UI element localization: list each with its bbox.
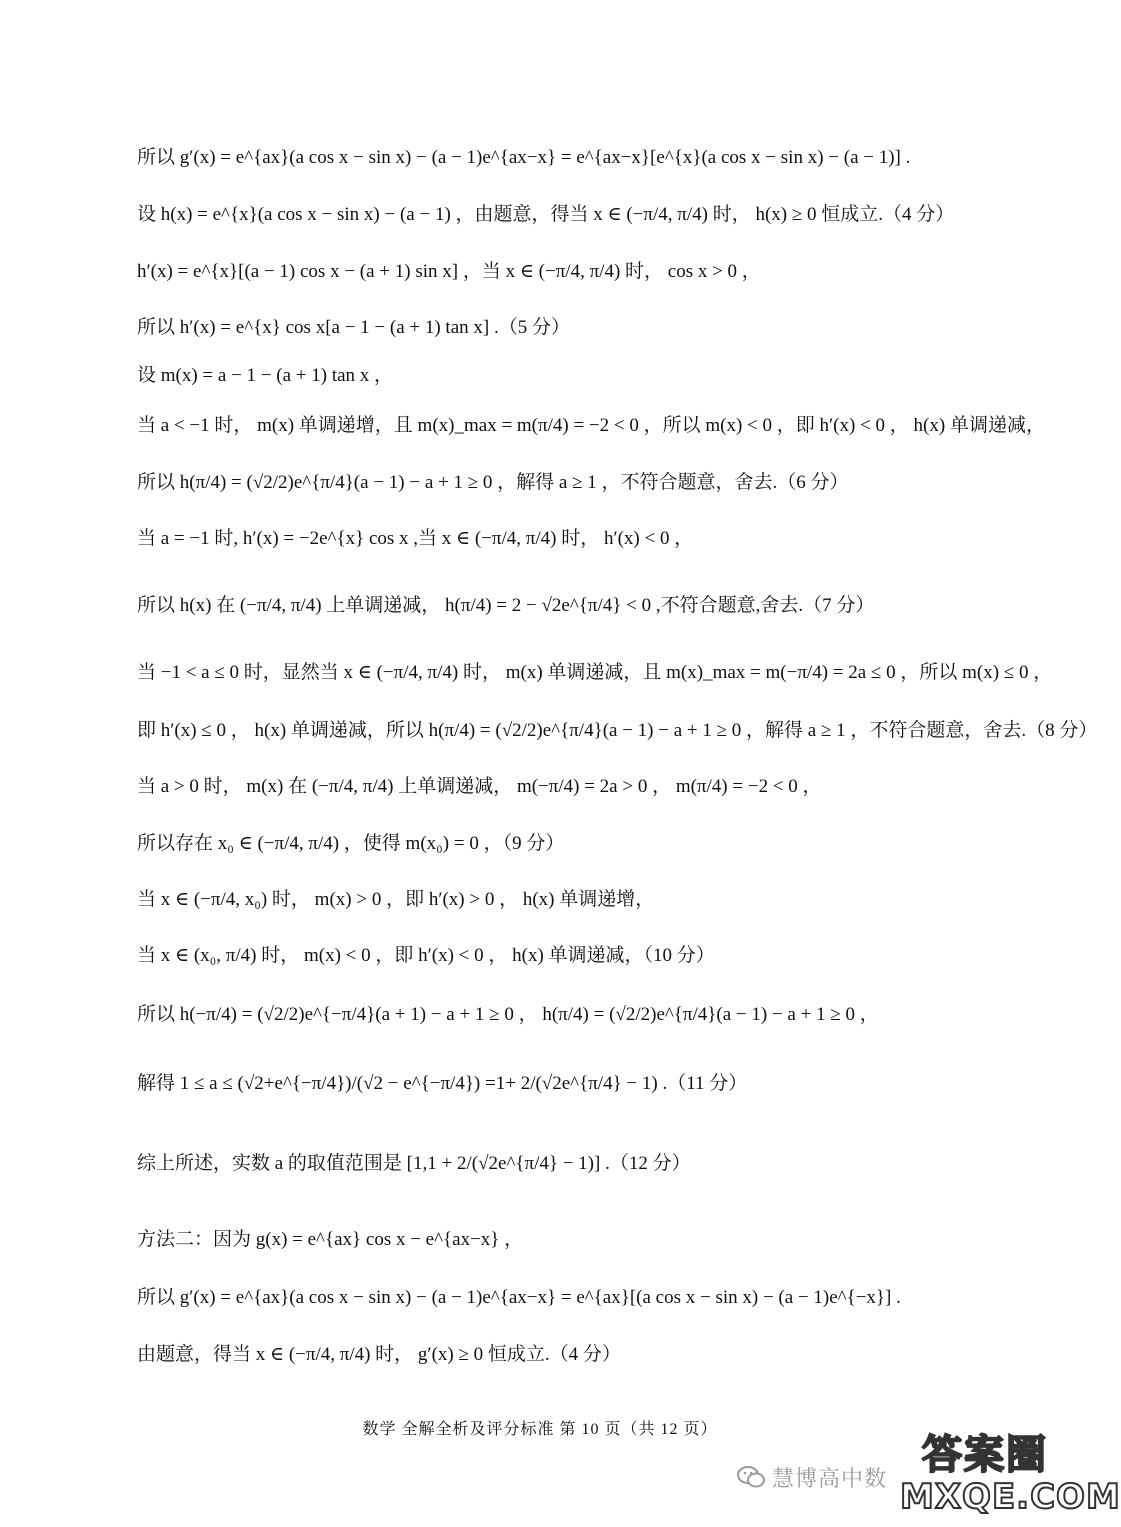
solution-line: 方法二：因为 g(x) = e^{ax} cos x − e^{ax−x} ， — [137, 1229, 524, 1250]
logo-bottom-text: MXQE.COM — [900, 1477, 1121, 1517]
site-logo — [900, 1432, 1121, 1520]
solution-line: 所以 g′(x) = e^{ax}(a cos x − sin x) − (a − 1)e^{ax−x} = e^{ax−x}[e^{x}(a cos x − sin x) − (a − 1)] . — [137, 147, 911, 168]
wechat-icon — [736, 1464, 766, 1490]
solution-line: 当 x ∈ (−π/4, x₀) 时， m(x) > 0 ，即 h′(x) > 0 ， h(x) 单调递增， — [137, 889, 655, 910]
solution-line: 所以 h′(x) = e^{x} cos x[a − 1 − (a + 1) tan x] .（5 分） — [137, 317, 570, 338]
watermark-account: 慧博高中数 — [772, 1466, 888, 1492]
solution-line: 当 x ∈ (x₀, π/4) 时， m(x) < 0 ，即 h′(x) < 0 ， h(x) 单调递减，（10 分） — [137, 945, 715, 966]
solution-line: 设 m(x) = a − 1 − (a + 1) tan x ， — [137, 365, 394, 386]
solution-line: 由题意，得当 x ∈ (−π/4, π/4) 时， g′(x) ≥ 0 恒成立.（4 分） — [137, 1344, 621, 1365]
solution-line: 设 h(x) = e^{x}(a cos x − sin x) − (a − 1) ，由题意，得当 x ∈ (−π/4, π/4) 时， h(x) ≥ 0 恒成立.（4 分） — [137, 204, 955, 225]
solution-line: 当 a = −1 时, h′(x) = −2e^{x} cos x ,当 x ∈ (−π/4, π/4) 时， h′(x) < 0 ， — [137, 528, 694, 549]
solution-line: 当 −1 < a ≤ 0 时，显然当 x ∈ (−π/4, π/4) 时， m(x) 单调递减，且 m(x)_max = m(−π/4) = 2a ≤ 0 ，所以 m(x) ≤ 0 ， — [137, 662, 1053, 683]
solution-line: 所以存在 x₀ ∈ (−π/4, π/4) ，使得 m(x₀) = 0 ，（9 分） — [137, 833, 565, 854]
solution-line: 所以 g′(x) = e^{ax}(a cos x − sin x) − (a − 1)e^{ax−x} = e^{ax}[(a cos x − sin x) − (a − 1)e^{−x}] . — [137, 1287, 901, 1308]
logo-top-text: 答案圈 — [922, 1432, 1048, 1478]
watermark — [736, 1432, 1121, 1522]
solution-line: 解得 1 ≤ a ≤ (√2+e^{−π/4})/(√2 − e^{−π/4}) =1+ 2/(√2e^{π/4} − 1) .（11 分） — [137, 1073, 748, 1094]
solution-line: 所以 h(π/4) = (√2/2)e^{π/4}(a − 1) − a + 1 ≥ 0 ，解得 a ≥ 1 ，不符合题意，舍去.（6 分） — [137, 472, 849, 493]
page-footer: 数学 全解全析及评分标准 第 10 页（共 12 页） — [362, 1421, 718, 1438]
solution-line: 当 a < −1 时， m(x) 单调递增，且 m(x)_max = m(π/4) = −2 < 0 ，所以 m(x) < 0 ，即 h′(x) < 0 ， h(x) 单调递减， — [137, 415, 1045, 436]
solution-line: 综上所述，实数 a 的取值范围是 [1,1 + 2/(√2e^{π/4} − 1)] .（12 分） — [137, 1153, 691, 1174]
solution-line: h′(x) = e^{x}[(a − 1) cos x − (a + 1) sin x] ，当 x ∈ (−π/4, π/4) 时， cos x > 0 ， — [137, 261, 761, 282]
solution-line: 所以 h(x) 在 (−π/4, π/4) 上单调递减， h(π/4) = 2 − √2e^{π/4} < 0 ,不符合题意,舍去.（7 分） — [137, 595, 875, 616]
solution-line: 当 a > 0 时， m(x) 在 (−π/4, π/4) 上单调递减， m(−π/4) = 2a > 0 ， m(π/4) = −2 < 0 ， — [137, 776, 822, 797]
solution-line: 即 h′(x) ≤ 0 ， h(x) 单调递减，所以 h(π/4) = (√2/2)e^{π/4}(a − 1) − a + 1 ≥ 0 ，解得 a ≥ 1 ，不符合题意，舍去.（8 分） — [137, 720, 1098, 741]
solution-line: 所以 h(−π/4) = (√2/2)e^{−π/4}(a + 1) − a + 1 ≥ 0 ， h(π/4) = (√2/2)e^{π/4}(a − 1) − a + 1 ≥ 0 ， — [137, 1004, 879, 1025]
